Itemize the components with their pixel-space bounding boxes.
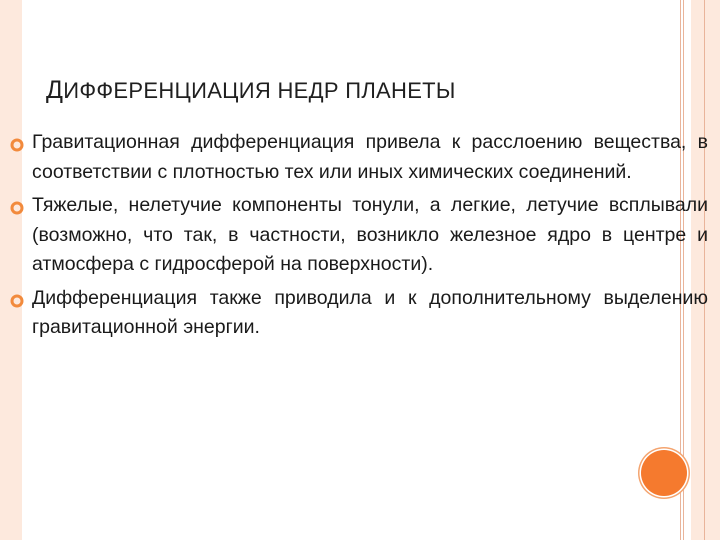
orange-ring-bullet-icon <box>10 294 24 308</box>
bullet-item <box>8 284 708 343</box>
title-rest: ИФФЕРЕНЦИАЦИЯ НЕДР ПЛАНЕТЫ <box>63 78 456 103</box>
bullet-text: Гравитационная дифференциация привела к расслоению вещества, в соответствии с плотностью тех или иных химических соединений. <box>32 131 708 183</box>
orange-ring-bullet-icon <box>10 201 24 215</box>
bullet-text: Дифференциация также приводила и к дополнительному выделению гравитационной энергии. <box>32 286 708 338</box>
bullet-list <box>8 128 708 347</box>
orange-ring-bullet-icon <box>10 138 24 152</box>
title-first-letter: Д <box>46 76 64 104</box>
orange-circle-decoration <box>641 450 687 496</box>
bullet-text: Тяжелые, нелетучие компоненты тонули, а легкие, летучие всплывали (возможно, что так, в частности, возникло железное ядро в центре и атмосфера с гидросферой на поверхности). <box>32 194 708 275</box>
bullet-item <box>8 128 708 187</box>
slide-title <box>46 76 666 105</box>
bullet-item <box>8 191 708 280</box>
